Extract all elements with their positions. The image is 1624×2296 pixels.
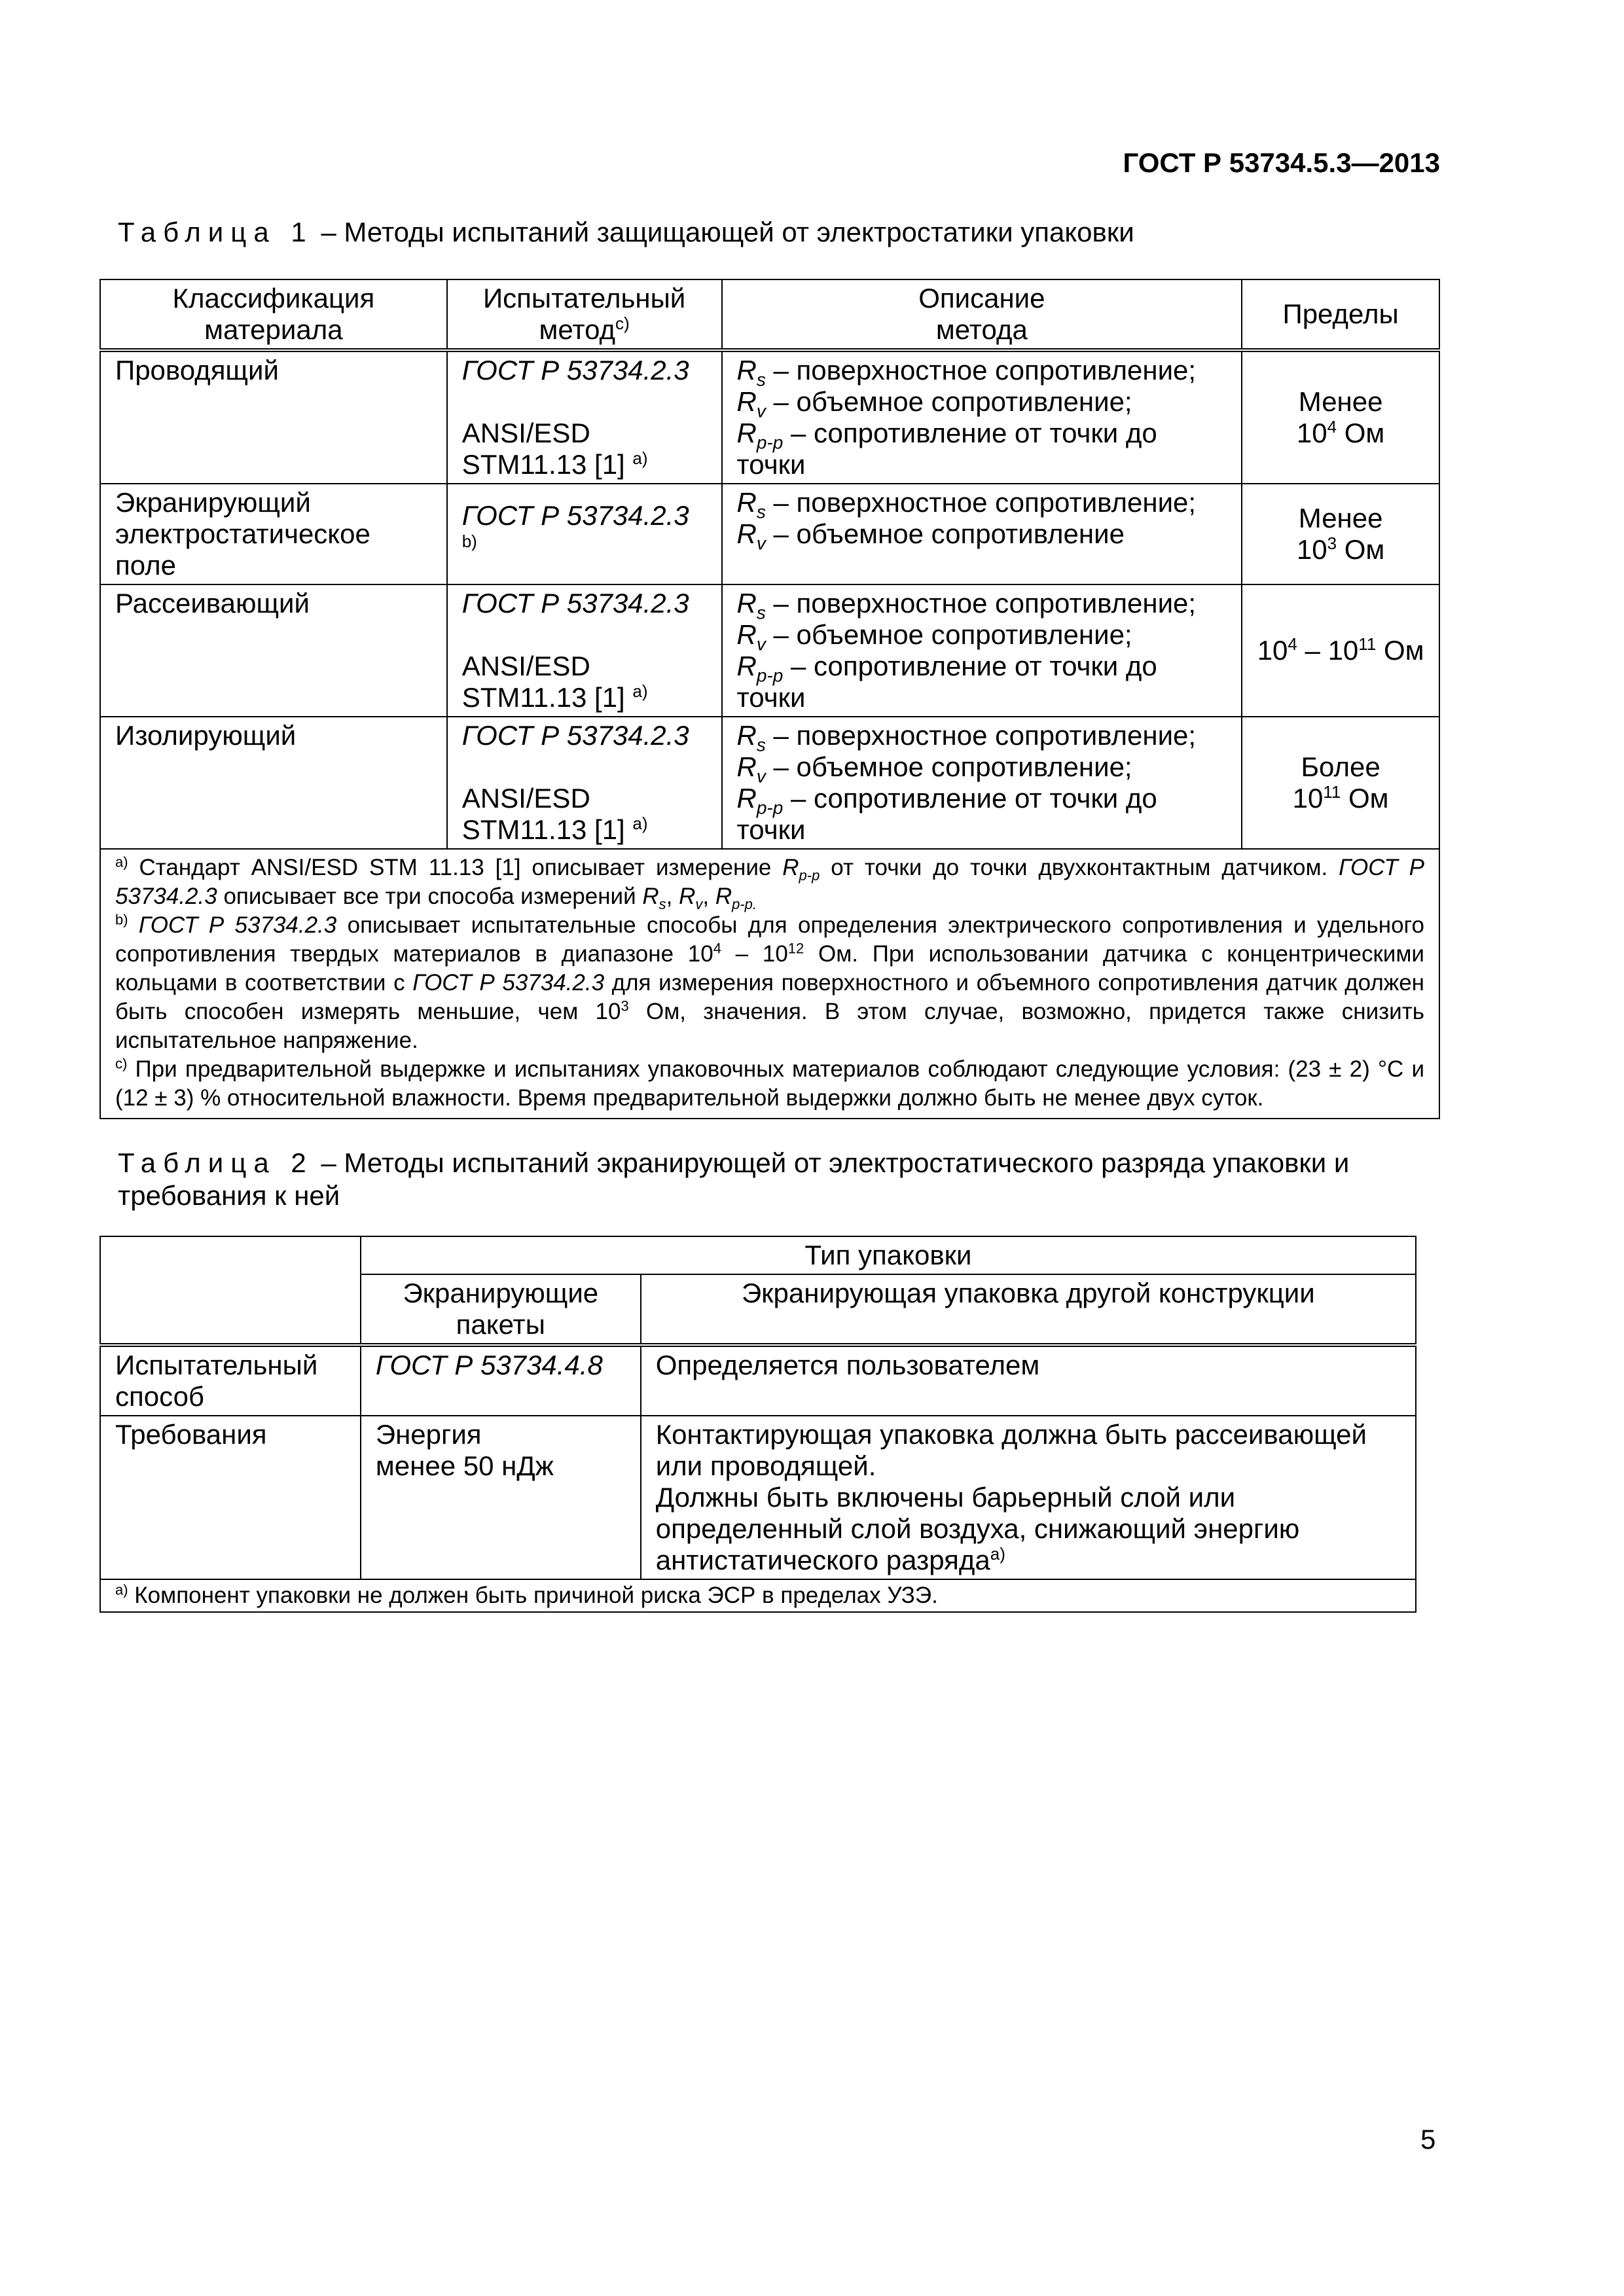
table2 [99, 1236, 1416, 1613]
table1 [99, 279, 1440, 1119]
table1-header-row [100, 279, 1439, 350]
note-b: $^{b)}$ ГОСТ Р 53734.2.3 описывает испытательные способы для определения электрического сопротивления и удельного сопротивления твердых материалов в диапазоне $10^4 - 10^{12}$ Ом. При использовании датчика с концентрическими кольцами в соответствии с ГОСТ Р 53734.2.3 для измерения поверхностного и объемного сопротивления датчик должен быть способен измерять меньшие, чем $10^3$ Ом, значения. В этом случае, возможно, придется также снизить испытательное напряжение. [115, 911, 1425, 1053]
note-c: $^{c)}$ При предварительной выдержке и испытаниях упаковочных материалов соблюдают следующие условия: (23 ± 2) °С и (12 ± 3) % относительной влажности. Время предварительной выдержки должно быть не менее двух суток. [115, 1055, 1424, 1111]
description-cell: $R_s$ – поверхностное сопротивление; $R_v$ – объемное сопротивление; $R_{p-p}$ – сопротивление от точки до точки [722, 350, 1242, 484]
method-cell: ГОСТ Р 53734.2.3 ANSI/ESD STM11.13 [1] $^{a)}$ [447, 350, 722, 484]
page-number: 5 [1420, 2124, 1436, 2155]
material-cell: Проводящий [100, 350, 447, 484]
table1-caption-text: – Методы испытаний защищающей от электростатики упаковки [313, 217, 1134, 247]
table2-caption-prefix: Таблица 2 [118, 1147, 314, 1178]
limits-cell: $10^4 - 10^{11}$ Ом [1242, 584, 1439, 717]
document-header: ГОСТ Р 53734.5.3—2013 [1123, 147, 1440, 178]
description-cell: $R_s$ – поверхностное сопротивление; $R_v$ – объемное сопротивление; $R_{p-p}$ – сопротивление от точки до точки [722, 584, 1242, 717]
note-a: $^{a)}$ Стандарт ANSI/ESD STM 11.13 [1] описывает измерение $R_{p-p}$ от точки до точки двухконтактным датчиком. ГОСТ Р 53734.2.3 описывает все три способа измерений $R_s$, $R_v$, $R_{p-p.}$ [115, 853, 1424, 912]
table1-notes [100, 849, 1439, 1119]
table2-note: $^{a)}$ Компонент упаковки не должен быть причиной риска ЭСР в пределах УЗЭ. [100, 1579, 1416, 1612]
material-cell: Экранирующий электростатическое поле [100, 484, 447, 584]
table1-caption [118, 216, 1134, 249]
table-row [100, 717, 1439, 849]
material-cell: Рассеивающий [100, 584, 447, 717]
table1-notes-row [100, 849, 1439, 1119]
table2-notes-row [100, 1579, 1416, 1612]
header-empty [100, 1236, 361, 1345]
method-bags-cell: ГОСТ Р 53734.4.8 [361, 1345, 641, 1416]
header-limits: Пределы [1242, 279, 1439, 350]
requirements-bags-cell: Энергия менее 50 нДж [361, 1416, 641, 1579]
limits-cell: Более $10^{11}$ Ом [1242, 717, 1439, 849]
method-cell: ГОСТ Р 53734.2.3 ANSI/ESD STM11.13 [1] $^{a)}$ [447, 717, 722, 849]
table-row [100, 584, 1439, 717]
table-row [100, 350, 1439, 484]
table-row [100, 1416, 1416, 1579]
table2-header-row [100, 1236, 1416, 1274]
row-label-method: Испытательный способ [100, 1345, 361, 1416]
header-package-type: Тип упаковки [361, 1236, 1416, 1274]
header-method: Испытательный метод$^{c)}$ [447, 279, 722, 350]
header-shielding-bags: Экранирующие пакеты [361, 1274, 641, 1345]
row-label-requirements: Требования [100, 1416, 361, 1579]
material-cell: Изолирующий [100, 717, 447, 849]
method-cell: ГОСТ Р 53734.2.3 ANSI/ESD STM11.13 [1] $^{a)}$ [447, 584, 722, 717]
table-row [100, 1345, 1416, 1416]
requirements-other-cell: Контактирующая упаковка должна быть рассеивающей или проводящей. Должны быть включены барьерный слой или определенный слой воздуха, снижающий энергию антистатического разряда$^{a)}$ [641, 1416, 1416, 1579]
limits-cell: Менее $10^3$ Ом [1242, 484, 1439, 584]
limits-cell: Менее $10^4$ Ом [1242, 350, 1439, 484]
description-cell: $R_s$ – поверхностное сопротивление; $R_v$ – объемное сопротивление; $R_{p-p}$ – сопротивление от точки до точки [722, 717, 1242, 849]
header-other-shielding: Экранирующая упаковка другой конструкции [641, 1274, 1416, 1345]
header-description: Описание метода [722, 279, 1242, 350]
method-other-cell: Определяется пользователем [641, 1345, 1416, 1416]
table2-caption: Таблица 2 – Методы испытаний экранирующей от электростатического разряда упаковки и требования к ней [118, 1147, 1350, 1211]
table1-caption-prefix: Таблица 1 [118, 217, 314, 247]
header-classification: Классификация материала [100, 279, 447, 350]
method-cell: ГОСТ Р 53734.2.3 b) [447, 484, 722, 584]
description-cell: $R_s$ – поверхностное сопротивление; $R_v$ – объемное сопротивление [722, 484, 1242, 584]
table-row [100, 484, 1439, 584]
